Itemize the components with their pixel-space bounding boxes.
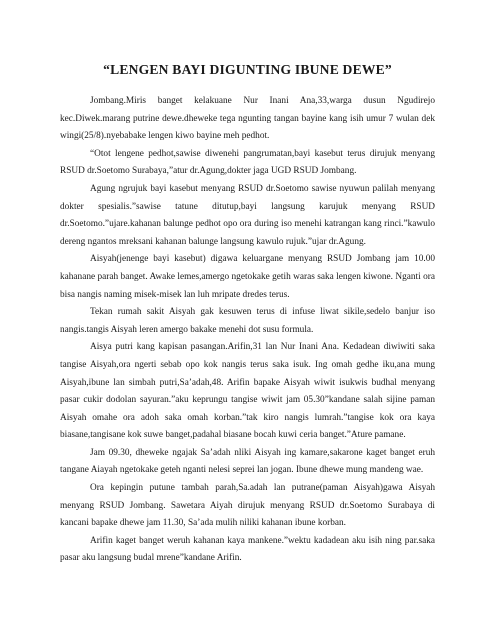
paragraph-6: Aisya putri kang kapisan pasangan.Arifin,31 lan Nur Inani Ana. Kedadean diwiwiti saka tangise Aisyah,ora ngerti sebab opo kok nangis terus saka isuk. Ing omah gedhe iku,ana mung Aisyah,ibune lan simbah putri,Sa’adah,48. Arifin bapake Aisyah wiwit isukwis budhal menyang pasar cukir dodolan sayuran.”aku keprungu tangise wiwit jam 05.30”kandane salah sijine paman Aisyah omahe ora adoh saka omah korban.”tak kiro nangis lumrah.”tangise kok ora kaya biasane,tangisane kok suwe banget,padahal biasane bocah kuwi ceria banget.”Ature pamane. xyxy=(60,342,435,441)
paragraph-9: Arifin kaget banget weruh kahanan kaya mankene.”wektu kadadean aku isih ning par.saka pasar aku langsung budal mrene”kandane Arifin. xyxy=(60,535,435,564)
article-title: “LENGEN BAYI DIGUNTING IBUNE DEWE” xyxy=(103,62,392,77)
paragraph-4: Aisyah(jenenge bayi kasebut) digawa keluargane menyang RSUD Jombang jam 10.00 kahanane parah banget. Awake lemes,amergo ngetokake getih waras saka lengen kiwone. Nganti ora bisa nangis naming misek-misek lan luh mripate dredes terus. xyxy=(60,254,435,300)
paragraph-1: Jombang.Miris banget kelakuane Nur Inani Ana,33,warga dusun Ngudirejo kec.Diwek.marang putrine dewe.dheweke tega ngunting tangan bayine kang isih umur 7 wulan dek wingi(25/8).nyebabake lengen kiwo bayine meh pedhot. xyxy=(60,96,435,142)
paragraph-5: Tekan rumah sakit Aisyah gak kesuwen terus di infuse liwat sikile,sedelo banjur iso nangis.tangis Aisyah leren amergo bakake menehi dot susu formula. xyxy=(60,307,435,335)
paragraph-8: Ora kepingin putune tambah parah,Sa.adah lan putrane(paman Aisyah)gawa Aisyah menyang RSUD Jombang. Sawetara Aiyah dirujuk menyang RSUD dr.Soetomo Surabaya di kancani bapake dhewe jam 11.30, Sa’ada mulih niliki kahanan ibune korban. xyxy=(60,483,435,529)
paragraph-2: “Otot lengene pedhot,sawise diwenehi pangrumatan,bayi kasebut terus dirujuk menyang RSUD dr.Soetomo Surabaya,”atur dr.Agung,dokter jaga UGD RSUD Jombang. xyxy=(60,148,435,177)
article-body xyxy=(60,93,435,568)
paragraph-3: Agung ngrujuk bayi kasebut menyang RSUD dr.Soetomo sawise nyuwun palilah menyang dokter spesialis.”sawise tatune ditutup,bayi langsung karujuk menyang RSUD dr.Soetomo.”ujare.kahanan balunge pedhot opo ora during iso menehi katrangan kang rinci.”kawulo dereng ngantos mreksani kahanan balunge langsung kawulo rujuk.”ujar dr.Agung. xyxy=(60,183,435,247)
paragraph-7: Jam 09.30, dheweke ngajak Sa’adah nliki Aisyah ing kamare,sakarone kaget banget eruh tangane Aiayah ngetokake geteh nganti nelesi seprei lan jogan. Ibune dhewe mung mandeng wae. xyxy=(60,447,435,476)
